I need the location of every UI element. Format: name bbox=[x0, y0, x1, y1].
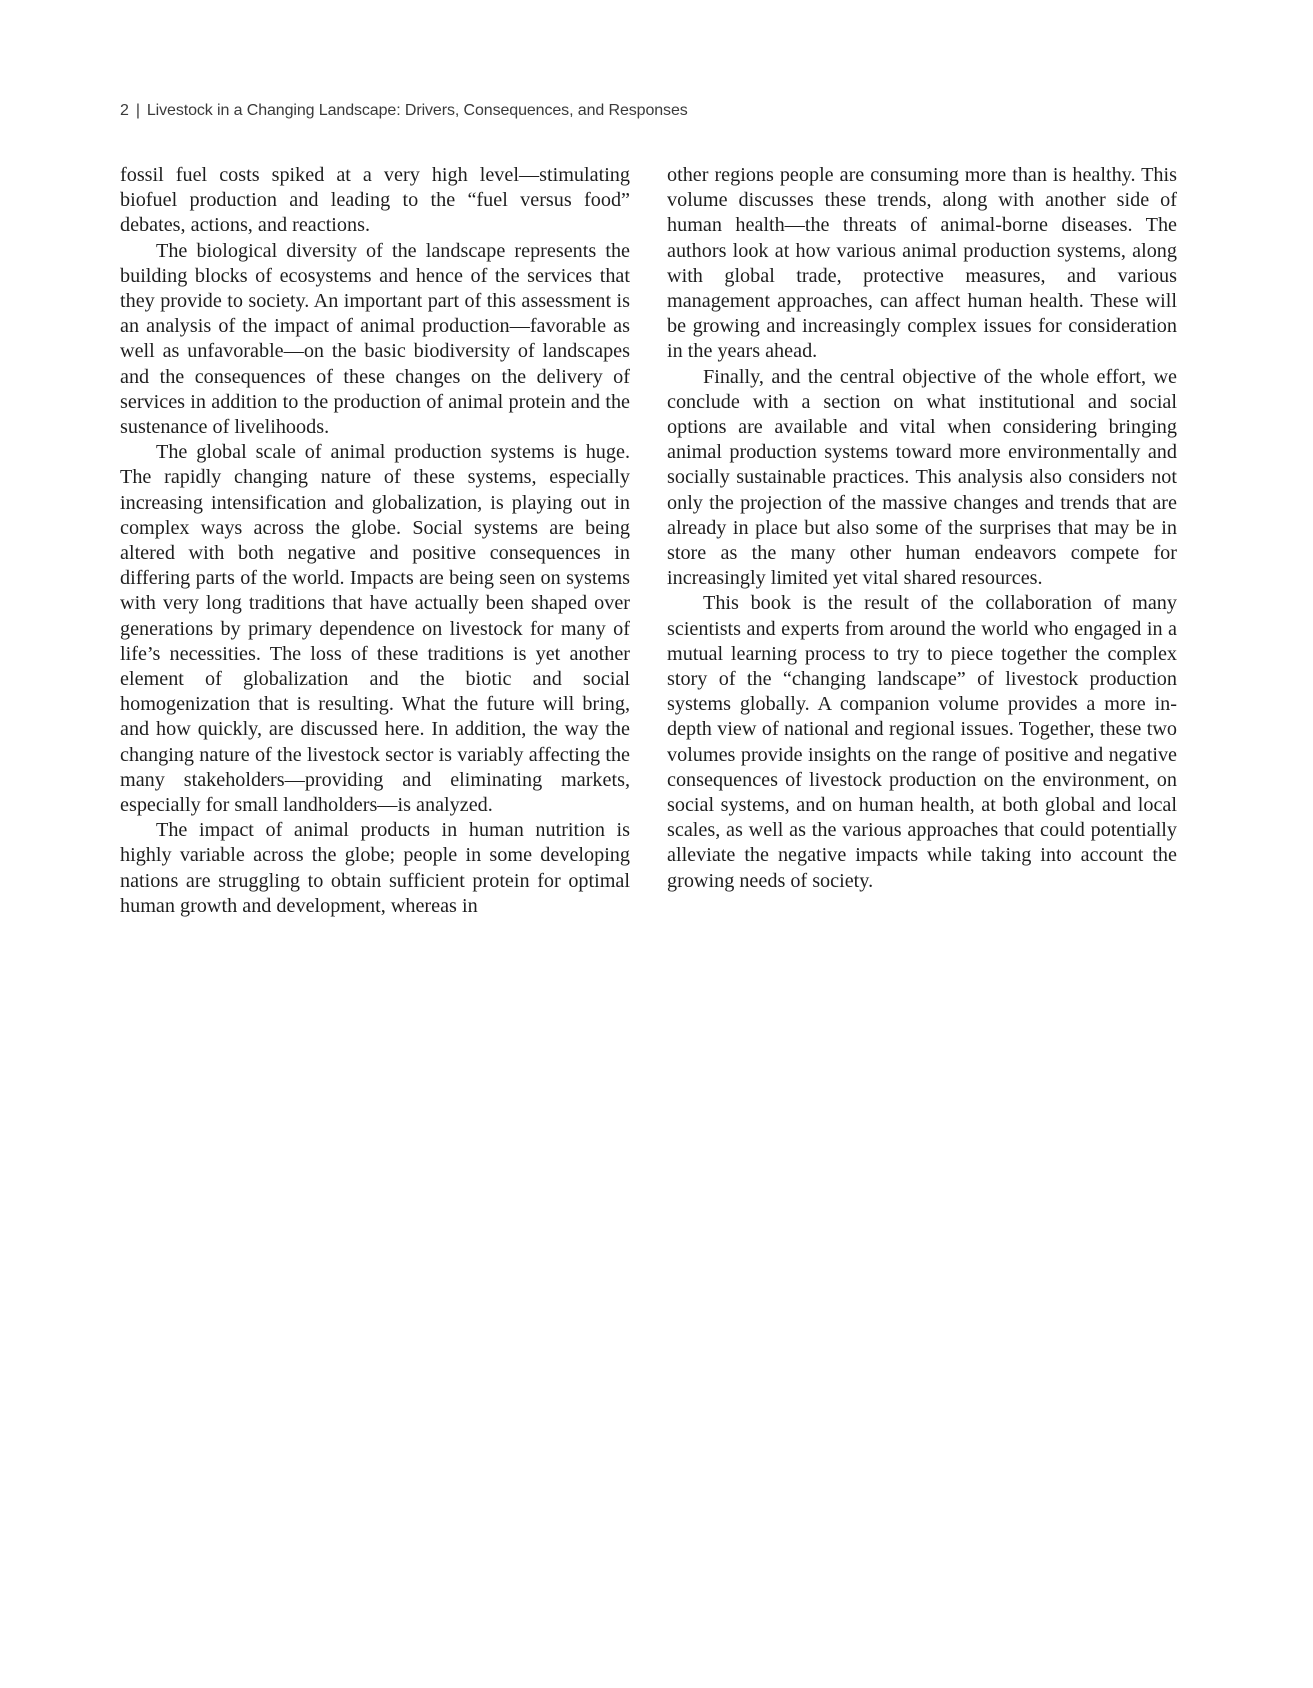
paragraph-human-nutrition: The impact of animal products in human nutrition is highly variable across the globe; people in some developing nations are struggling to obtain sufficient protein for optimal human growth and development, whereas in bbox=[120, 819, 630, 917]
paragraph-global-scale: The global scale of animal production systems is huge. The rapidly changing nature of these systems, especially increasing intensification and globalization, is playing out in complex ways across the globe. Social systems are being altered with both negative and positive consequences in differing parts of the world. Impacts are being seen on systems with very long traditions that have actually been shaped over generations by primary dependence on livestock for many of life’s necessities. The loss of these traditions is yet another element of globalization and the biotic and social homogenization that is resulting. What the future will bring, and how quickly, are discussed here. In addition, the way the changing nature of the livestock sector is variably affecting the many stakeholders—providing and eliminating markets, especially for small landholders—is analyzed. bbox=[120, 441, 630, 817]
paragraph-fossil-fuel: fossil fuel costs spiked at a very high level—stimulating biofuel production and leading to the “fuel versus food” debates, actions, and reactions. bbox=[120, 164, 630, 237]
paragraph-biodiversity: The biological diversity of the landscape represents the building blocks of ecosystems and hence of the services that they provide to society. An important part of this assessment is an analysis of the impact of animal production—favorable as well as unfavorable—on the basic biodiversity of landscapes and the consequences of these changes on the delivery of services in addition to the production of animal protein and the sustenance of livelihoods. bbox=[120, 239, 630, 439]
paragraph-collaboration: This book is the result of the collaboration of many scientists and experts from around the world who engaged in a mutual learning process to try to piece together the complex story of the “changing landscape” of livestock production systems globally. A companion volume provides a more in-depth view of national and regional issues. Together, these two volumes provide insights on the range of positive and negative consequences of livestock production on the environment, on social systems, and on human health, at both global and local scales, as well as the various approaches that could potentially alleviate the negative impacts while taking into account the growing needs of society. bbox=[667, 592, 1177, 892]
header-separator: | bbox=[135, 102, 140, 119]
paragraph-human-health: other regions people are consuming more than is healthy. This volume discusses these trends, along with another side of human health—the threats of animal-borne diseases. The authors look at how various animal production systems, along with global trade, protective measures, and various management approaches, can affect human health. These will be growing and increasingly complex issues for consideration in the years ahead. bbox=[667, 164, 1177, 363]
book-title: Livestock in a Changing Landscape: Drivers, Consequences, and Responses bbox=[146, 102, 688, 119]
paragraph-institutional-options: Finally, and the central objective of the whole effort, we conclude with a section on what institutional and social options are available and vital when considering bringing animal production systems toward more environmentally and socially sustainable practices. This analysis also considers not only the projection of the massive changes and trends that are already in place but also some of the surprises that may be in store as the many other human endeavors compete for increasingly limited yet vital shared resources. bbox=[667, 365, 1177, 590]
running-head bbox=[120, 102, 688, 120]
page-number: 2 bbox=[120, 102, 129, 119]
left-column bbox=[120, 163, 630, 919]
right-column bbox=[667, 163, 1177, 894]
